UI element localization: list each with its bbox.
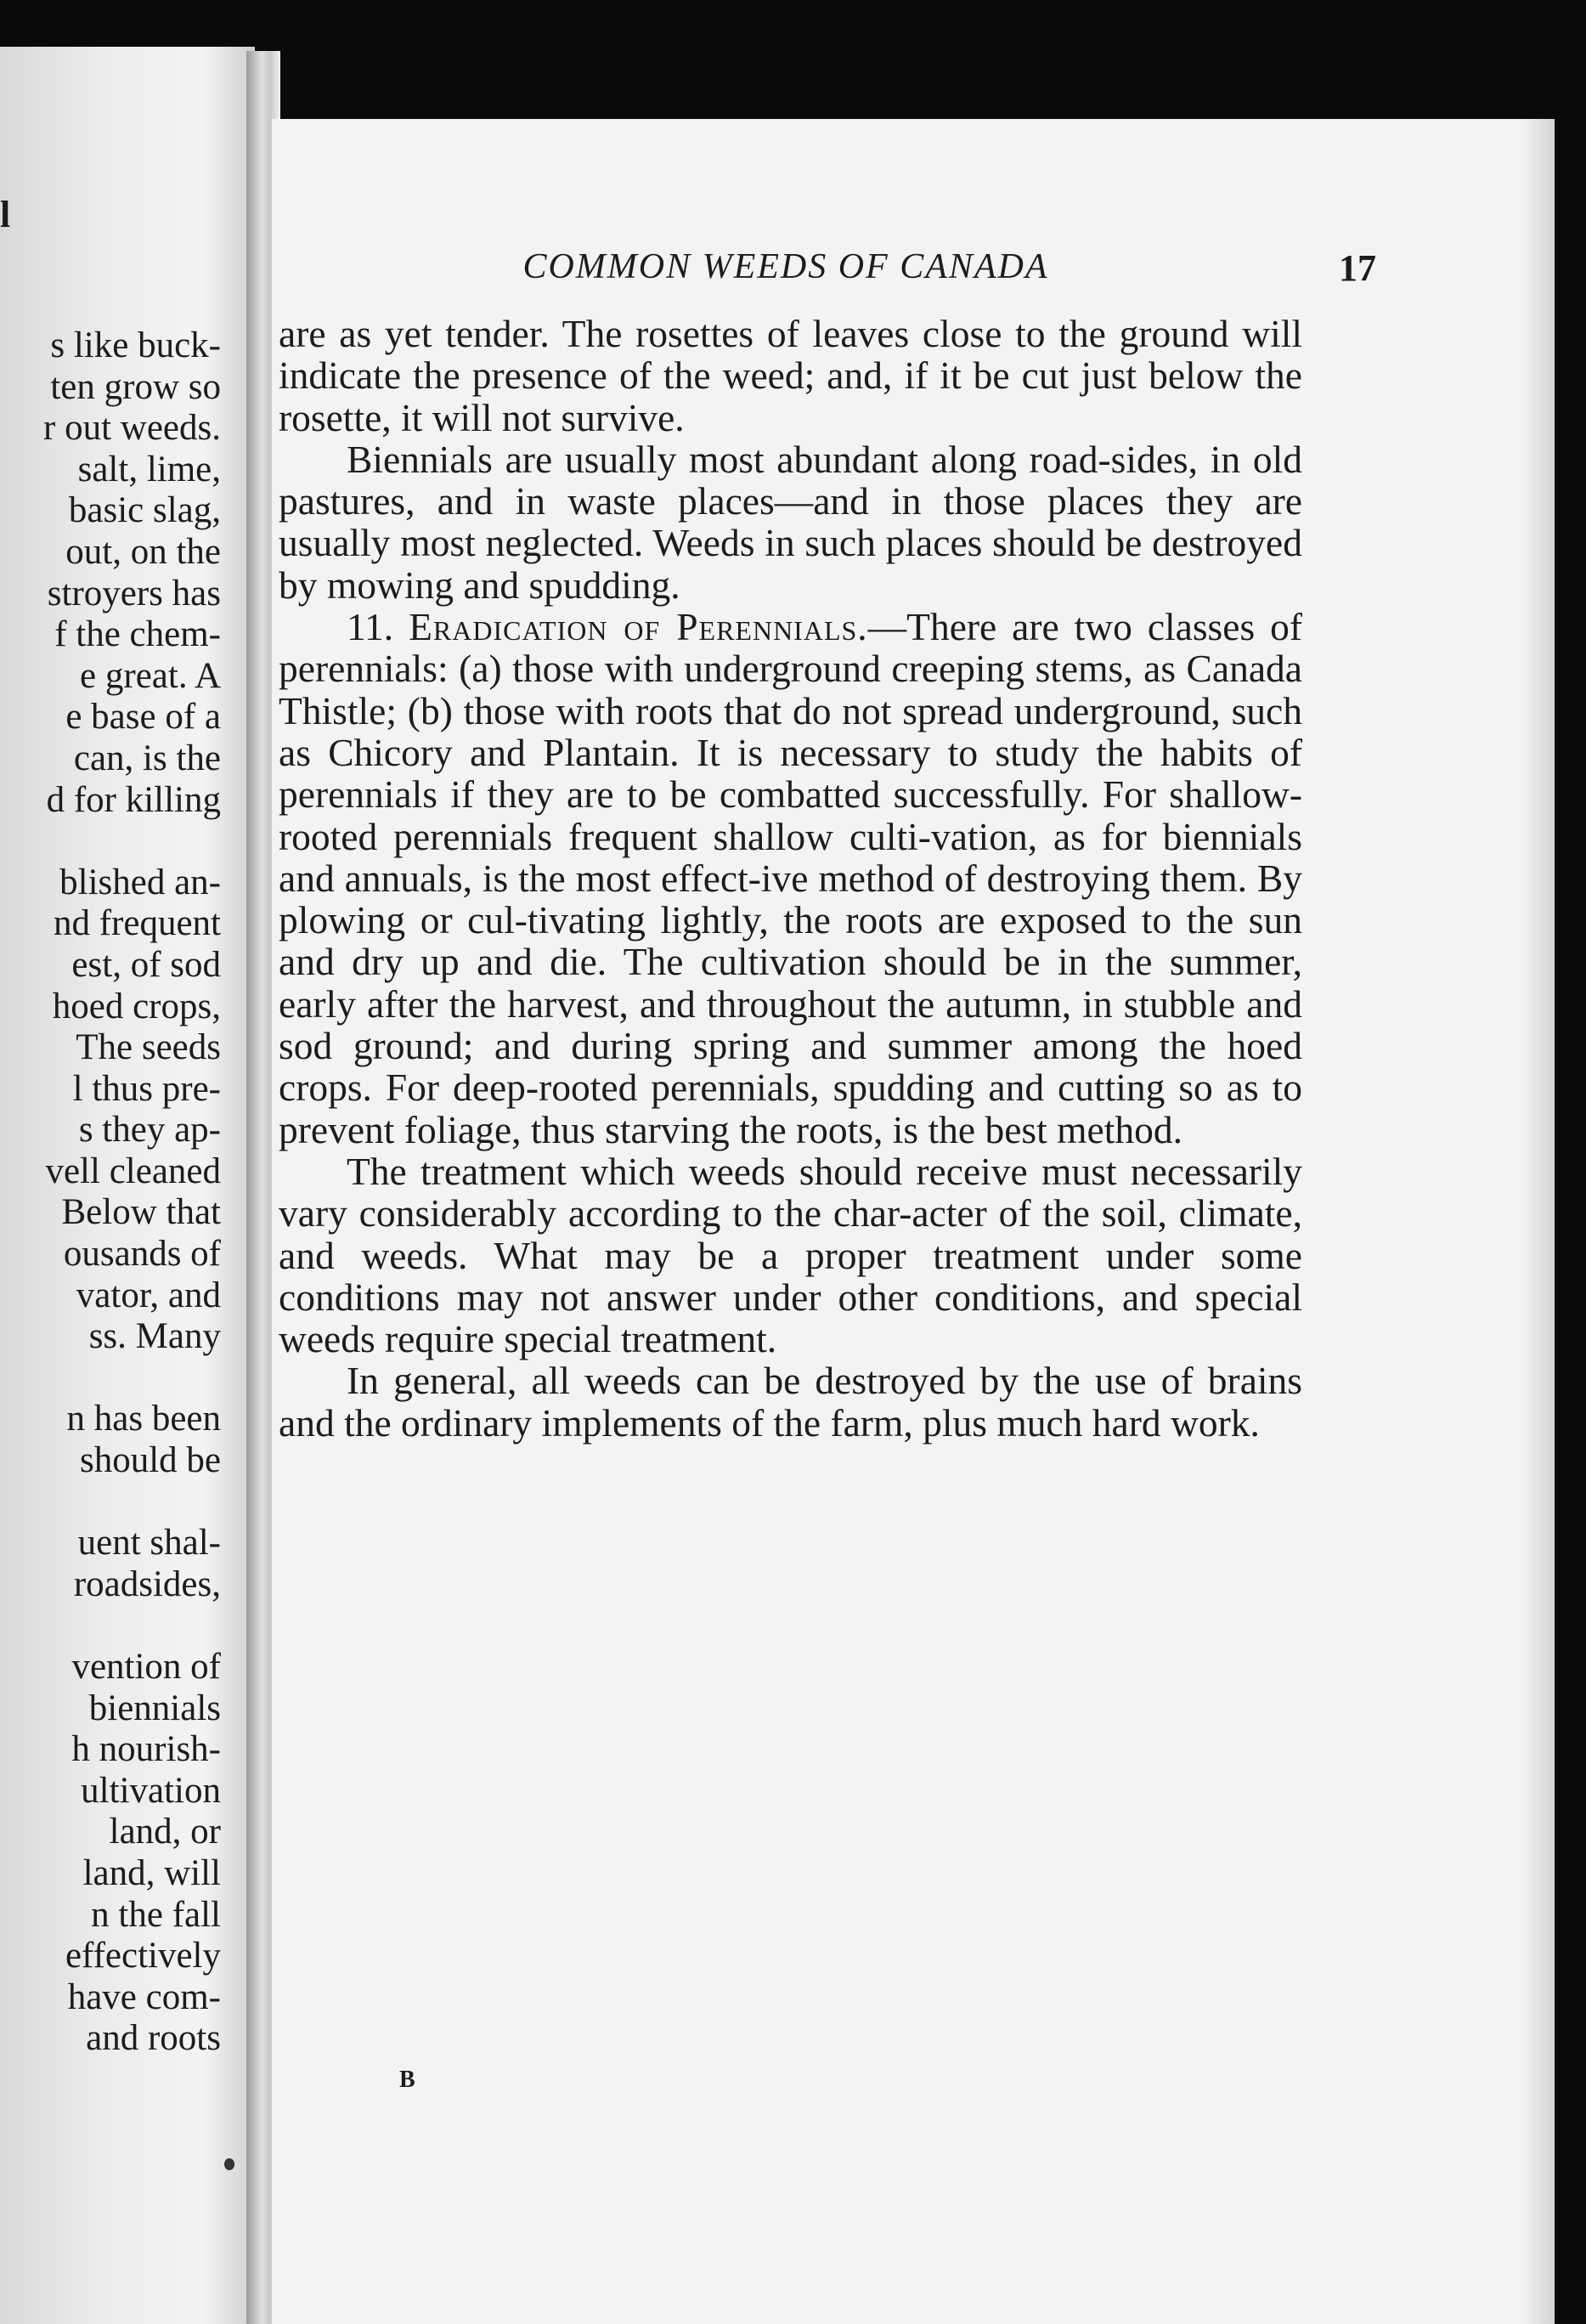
left-page-blank-line (43, 1605, 221, 1647)
left-page-line: ultivation (81, 1770, 221, 1811)
section-heading: Eradication of Perennials. (409, 605, 868, 649)
left-page-line: out, on the (65, 531, 221, 572)
left-page-line: have com- (67, 1976, 221, 2017)
left-page-line: h nourish- (71, 1729, 221, 1770)
left-page-line: stroyers has (47, 573, 221, 614)
left-page-line: l thus pre- (72, 1068, 221, 1109)
paragraph: In general, all weeds can be destroyed by the use of brains and the ordinary implements of the farm, plus much hard work. (279, 1359, 1302, 1445)
left-page-line: biennials (88, 1688, 221, 1728)
left-page-line: basic slag, (68, 490, 221, 531)
left-page-line: land, or (109, 1812, 221, 1852)
left-page-line: effectively (65, 1936, 221, 1976)
running-head: COMMON WEEDS OF CANADA (522, 247, 1049, 286)
section-number: 11. (347, 605, 394, 649)
section-text: —There are two classes of perennials: (a) those with underground creeping stems, as Canada Thistle; (b) those with roots that do not spread underground, such as Chicory and Plantain. It is necessary to study the habits of perennials if they are to be combatted successfully. For shallow-rooted perennials frequent shallow culti-vation, as for biennials and annuals, is the most effect-ive method of destroying them. By plowing or cul-tivating lightly, the roots are exposed to the sun and dry up and die. The cultivation should be in the summer, early after the harvest, and throughout the autumn, in stubble and sod ground; and during spring and summer among the hoed crops. For deep-rooted perennials, spudding and cutting so as to prevent foliage, thus starving the roots, is the best method. (279, 605, 1302, 1151)
left-page-line: s like buck- (50, 325, 221, 365)
paragraph: The treatment which weeds should receive must necessarily vary considerably according to the char-acter of the soil, climate, and weeds. What may be a proper treatment under some conditions may not answer under other conditions, and special weeds require special treatment. (279, 1149, 1302, 1361)
page-number: 17 (1339, 247, 1376, 289)
left-page-blank-line (43, 1482, 221, 1524)
right-page (272, 119, 1555, 2324)
left-page-line: r out weeds. (43, 408, 221, 449)
left-page-line: uent shal- (77, 1523, 221, 1563)
signature-mark: B (399, 2067, 415, 2093)
page-edge-shadow (1521, 119, 1555, 2324)
left-page-header-fragment: l (0, 194, 11, 235)
left-page-line: vell cleaned (45, 1151, 221, 1191)
left-page-line: est, of sod (71, 944, 221, 985)
left-page-line: n the fall (91, 1894, 221, 1935)
body-text (279, 313, 1302, 1444)
left-page-line: ss. Many (88, 1316, 221, 1357)
left-page-line: can, is the (73, 738, 221, 778)
left-page-line: blished an- (59, 862, 221, 902)
section-11-paragraph (279, 606, 1302, 1151)
left-page-line: Below that (61, 1192, 221, 1233)
margin-dot (224, 2158, 234, 2170)
left-page-fragment (0, 47, 255, 2324)
left-page-line: f the chem- (54, 614, 221, 655)
left-page-line: s they ap- (78, 1110, 221, 1151)
left-page-line: roadsides, (73, 1563, 221, 1604)
left-page-text-lines (43, 325, 221, 2060)
left-page-line: ten grow so (50, 366, 221, 407)
left-page-line: vention of (71, 1647, 221, 1687)
paragraph: are as yet tender. The rosettes of leaves close to the ground will indicate the presence of the weed; and, if it be cut just below the rosette, it will not survive. (279, 312, 1302, 439)
left-page-line: nd frequent (53, 903, 221, 944)
left-page-line: The seeds (76, 1027, 221, 1068)
left-page-line: e base of a (65, 697, 221, 738)
left-page-line: n has been (66, 1399, 221, 1439)
left-page-line: land, will (82, 1852, 221, 1893)
left-page-line: e great. A (80, 655, 221, 696)
left-page-line: and roots (86, 2018, 221, 2059)
left-page-line: hoed crops, (52, 986, 221, 1026)
paragraph: Biennials are usually most abundant along road-sides, in old pastures, and in waste places—and in those places they are usually most neglected. Weeds in such places should be destroyed by mowing and spudding. (279, 437, 1302, 607)
left-page-line: should be (79, 1440, 221, 1481)
left-page-line: salt, lime, (77, 449, 221, 489)
left-page-line: vator, and (76, 1275, 221, 1315)
left-page-line: ousands of (63, 1234, 221, 1275)
left-page-blank-line (43, 1358, 221, 1399)
left-page-line: d for killing (46, 779, 221, 820)
left-page-blank-line (43, 821, 221, 862)
